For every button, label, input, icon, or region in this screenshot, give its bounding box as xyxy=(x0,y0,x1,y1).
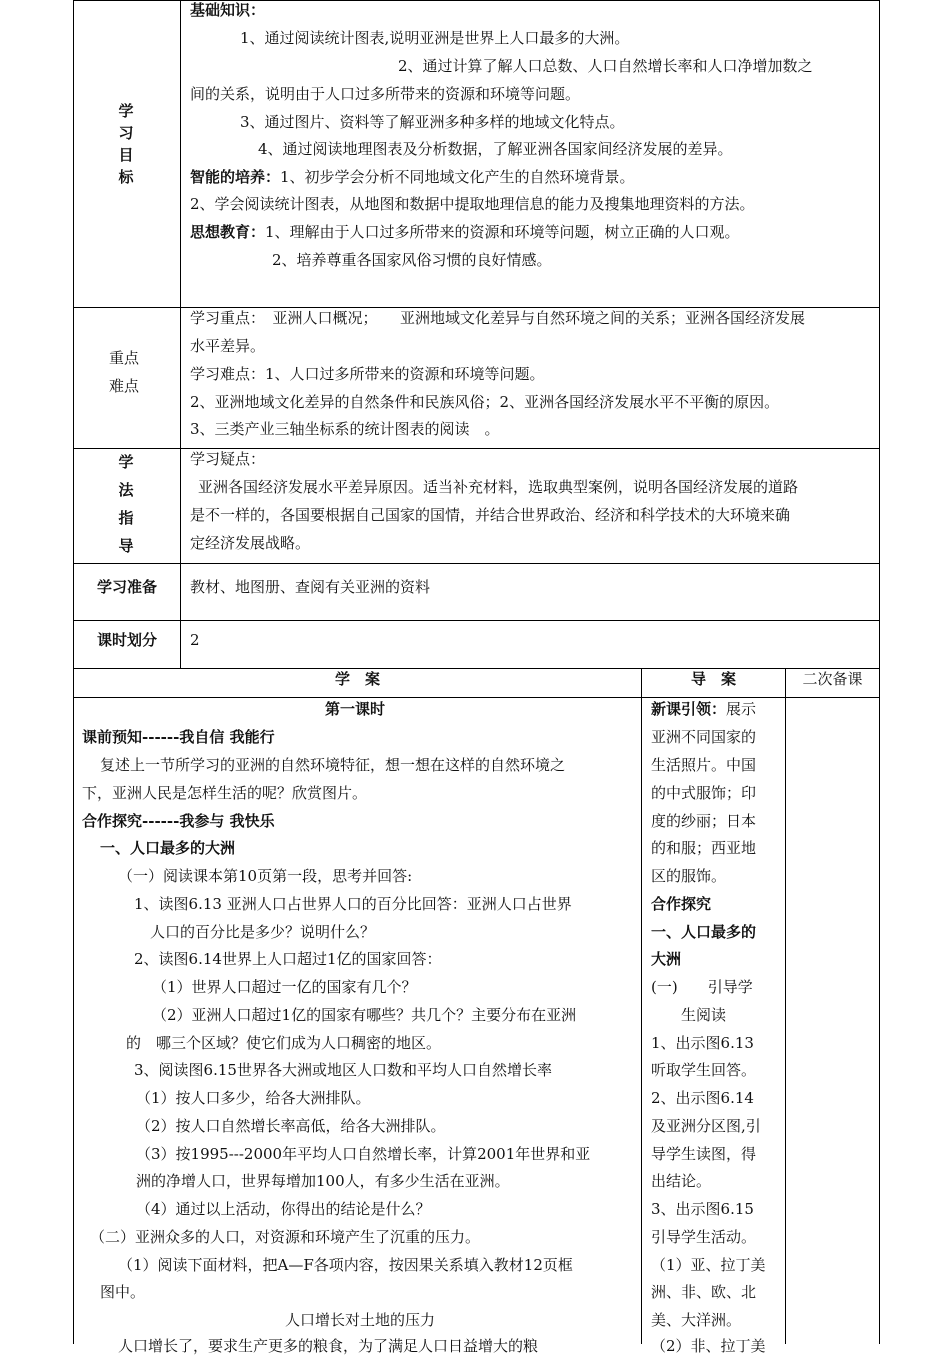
moral-title: 思想教育： xyxy=(190,223,266,241)
xuean-line-3: 下，亚洲人民是怎样生活的呢？欣赏图片。 xyxy=(82,784,368,802)
rule-left-lower xyxy=(73,669,74,1344)
daoan-line-9: 大洲 xyxy=(651,950,682,968)
daoan-line-1: 亚洲不同国家的 xyxy=(651,728,757,746)
moral-line-2: 2、培养尊重各国家风俗习惯的良好情感。 xyxy=(272,251,552,269)
method-line-1: 学习疑点： xyxy=(190,450,266,468)
daoan-line-13: 听取学生回答。 xyxy=(651,1061,757,1079)
xuean-line-7: 1、读图6.13 亚洲人口占世界人口的百分比回答：亚洲人口占世界 xyxy=(134,895,572,913)
daoan-line-5: 的和服；西亚地 xyxy=(651,839,757,857)
xuean-line-23: 人口增长了，要求生产更多的粮食，为了满足人口日益增大的粮 xyxy=(118,1337,539,1355)
rule-left-upper xyxy=(73,0,74,669)
xuean-line-17: 洲的净增人口，世界每增加100人，有多少生活在亚洲。 xyxy=(136,1172,510,1190)
ability-line-2: 2、学会阅读统计图表，从地图和数据中提取地理信息的能力及搜集地理资料的方法。 xyxy=(190,195,755,213)
daoan-line-2: 生活照片。中国 xyxy=(651,756,757,774)
daoan-line-10: (一) 引导学 xyxy=(651,978,753,996)
daoan-line-15: 及亚洲分区图,引 xyxy=(651,1117,761,1135)
objective-b4: 4、通过阅读地理图表及分析数据，了解亚洲各国家间经济发展的差异。 xyxy=(258,140,733,158)
xuean-line-6: （一）阅读课本第10页第一段，思考并回答: xyxy=(118,867,413,885)
daoan-line-16: 导学生读图，得 xyxy=(651,1145,757,1163)
rule-label-col xyxy=(180,0,181,669)
rule-4 xyxy=(73,620,879,621)
rule-3 xyxy=(73,563,879,564)
daoan-line-21: 洲、非、欧、北 xyxy=(651,1283,757,1301)
method-label: 学 法 指 导 xyxy=(118,453,134,555)
hours-label: 课时划分 xyxy=(96,631,157,649)
daoan-line-19: 引导学生活动。 xyxy=(651,1228,757,1246)
objectives-label: 学 习 目 标 xyxy=(118,102,134,186)
xuean-line-18: （4）通过以上活动，你得出的结论是什么？ xyxy=(136,1200,431,1218)
xuean-line-21: 图中。 xyxy=(100,1283,146,1301)
prep-label: 学习准备 xyxy=(96,578,157,596)
xuean-line-14: （1）按人口多少，给各大洲排队。 xyxy=(136,1089,371,1107)
keypoint-line-3: 学习难点：1、人口过多所带来的资源和环境等问题。 xyxy=(190,365,545,383)
xuean-line-12: 的 哪三个区域？使它们成为人口稠密的地区。 xyxy=(126,1034,442,1052)
xuean-line-20: （1）阅读下面材料，把A—F各项内容，按因果关系填入教材12页框 xyxy=(118,1256,573,1274)
rule-daoan-beike xyxy=(785,669,786,1344)
xuean-line-19: （二）亚洲众多的人口，对资源和环境产生了沉重的压力。 xyxy=(90,1228,481,1246)
daoan-line-20: （1）亚、拉丁美 xyxy=(651,1256,766,1274)
ability-line-1: 智能的培养：1、初步学会分析不同地域文化产生的自然环境背景。 xyxy=(190,168,635,186)
xuean-line-22: 人口增长对土地的压力 xyxy=(285,1311,436,1329)
daoan-line-6: 区的服饰。 xyxy=(651,867,727,885)
rule-xuean-daoan xyxy=(641,669,642,1344)
hours-value: 2 xyxy=(190,631,200,649)
daoan-line-0-full: 新课引领：展示 xyxy=(651,699,779,719)
basic-knowledge-title: 基础知识： xyxy=(190,1,266,19)
objective-b3: 3、通过图片、资料等了解亚洲多种多样的地域文化特点。 xyxy=(240,113,625,131)
keypoints-label-2: 难点 xyxy=(108,377,139,395)
objective-b2b: 间的关系，说明由于人口过多所带来的资源和环境等问题。 xyxy=(190,85,581,103)
header-daoan: 导 案 xyxy=(690,670,736,688)
xuean-line-0: 第一课时 xyxy=(325,700,386,718)
rule-right xyxy=(879,0,880,1344)
daoan-line-18: 3、出示图6.15 xyxy=(651,1200,754,1218)
daoan-line-12: 1、出示图6.13 xyxy=(651,1034,754,1052)
daoan-line-17: 出结论。 xyxy=(651,1172,712,1190)
daoan-line-22: 美、大洋洲。 xyxy=(651,1311,742,1329)
keypoints-label-1: 重点 xyxy=(108,349,139,367)
xuean-line-5: 一、人口最多的大洲 xyxy=(100,839,236,857)
keypoint-line-4: 2、亚洲地域文化差异的自然条件和民族风俗；2、亚洲各国经济发展水平不平衡的原因。 xyxy=(190,393,780,411)
moral-line-1: 思想教育：1、理解由于人口过多所带来的资源和环境等问题，树立正确的人口观。 xyxy=(190,223,740,241)
ability-title: 智能的培养： xyxy=(190,168,281,186)
xuean-line-11: （2）亚洲人口超过1亿的国家有哪些？共几个？主要分布在亚洲 xyxy=(152,1006,577,1024)
objective-b2a: 2、通过计算了解人口总数、人口自然增长率和人口净增加数之 xyxy=(398,57,813,75)
method-line-2: 亚洲各国经济发展水平差异原因。适当补充材料，选取典型案例，说明各国经济发展的道路 xyxy=(198,478,799,496)
daoan-line-14: 2、出示图6.14 xyxy=(651,1089,754,1107)
xuean-line-15: （2）按人口自然增长率高低，给各大洲排队。 xyxy=(136,1117,446,1135)
keypoint-line-2: 水平差异。 xyxy=(190,337,266,355)
xuean-line-9: 2、读图6.14世界上人口超过1亿的国家回答： xyxy=(134,950,442,968)
xuean-line-8: 人口的百分比是多少？说明什么？ xyxy=(150,923,376,941)
xuean-line-2: 复述上一节所学习的亚洲的自然环境特征，想一想在这样的自然环境之 xyxy=(100,756,566,774)
method-line-4: 定经济发展战略。 xyxy=(190,534,311,552)
xuean-line-16: （3）按1995---2000年平均人口自然增长率，计算2001年世界和亚 xyxy=(136,1145,591,1163)
xuean-line-4: 合作探究------我参与 我快乐 xyxy=(82,812,275,830)
keypoint-line-5: 3、三类产业三轴坐标系的统计图表的阅读 。 xyxy=(190,420,500,438)
prep-value: 教材、地图册、查阅有关亚洲的资料 xyxy=(190,578,431,596)
rule-6 xyxy=(73,697,879,698)
daoan-line-7: 合作探究 xyxy=(651,895,712,913)
xuean-line-1: 课前预知------我自信 我能行 xyxy=(82,728,275,746)
header-xuean: 学 案 xyxy=(334,670,380,688)
keypoint-line-1: 学习重点： 亚洲人口概况； 亚洲地域文化差异与自然环境之间的关系；亚洲各国经济发展 xyxy=(190,309,806,327)
xuean-line-10: （1）世界人口超过一亿的国家有几个？ xyxy=(152,978,417,996)
daoan-line-3: 的中式服饰；印 xyxy=(651,784,757,802)
daoan-line-4: 度的纱丽；日本 xyxy=(651,812,757,830)
header-beike: 二次备课 xyxy=(802,670,863,688)
daoan-line-8: 一、人口最多的 xyxy=(651,923,757,941)
objective-b1: 1、通过阅读统计图表,说明亚洲是世界上人口最多的大洲。 xyxy=(240,29,630,47)
method-line-3: 是不一样的，各国要根据自己国家的国情，并结合世界政治、经济和科学技术的大环境来确 xyxy=(190,506,791,524)
xuean-line-13: 3、阅读图6.15世界各大洲或地区人口数和平均人口自然增长率 xyxy=(134,1061,552,1079)
daoan-line-11: 生阅读 xyxy=(681,1006,727,1024)
daoan-line-23: （2）非、拉丁美 xyxy=(651,1337,766,1355)
